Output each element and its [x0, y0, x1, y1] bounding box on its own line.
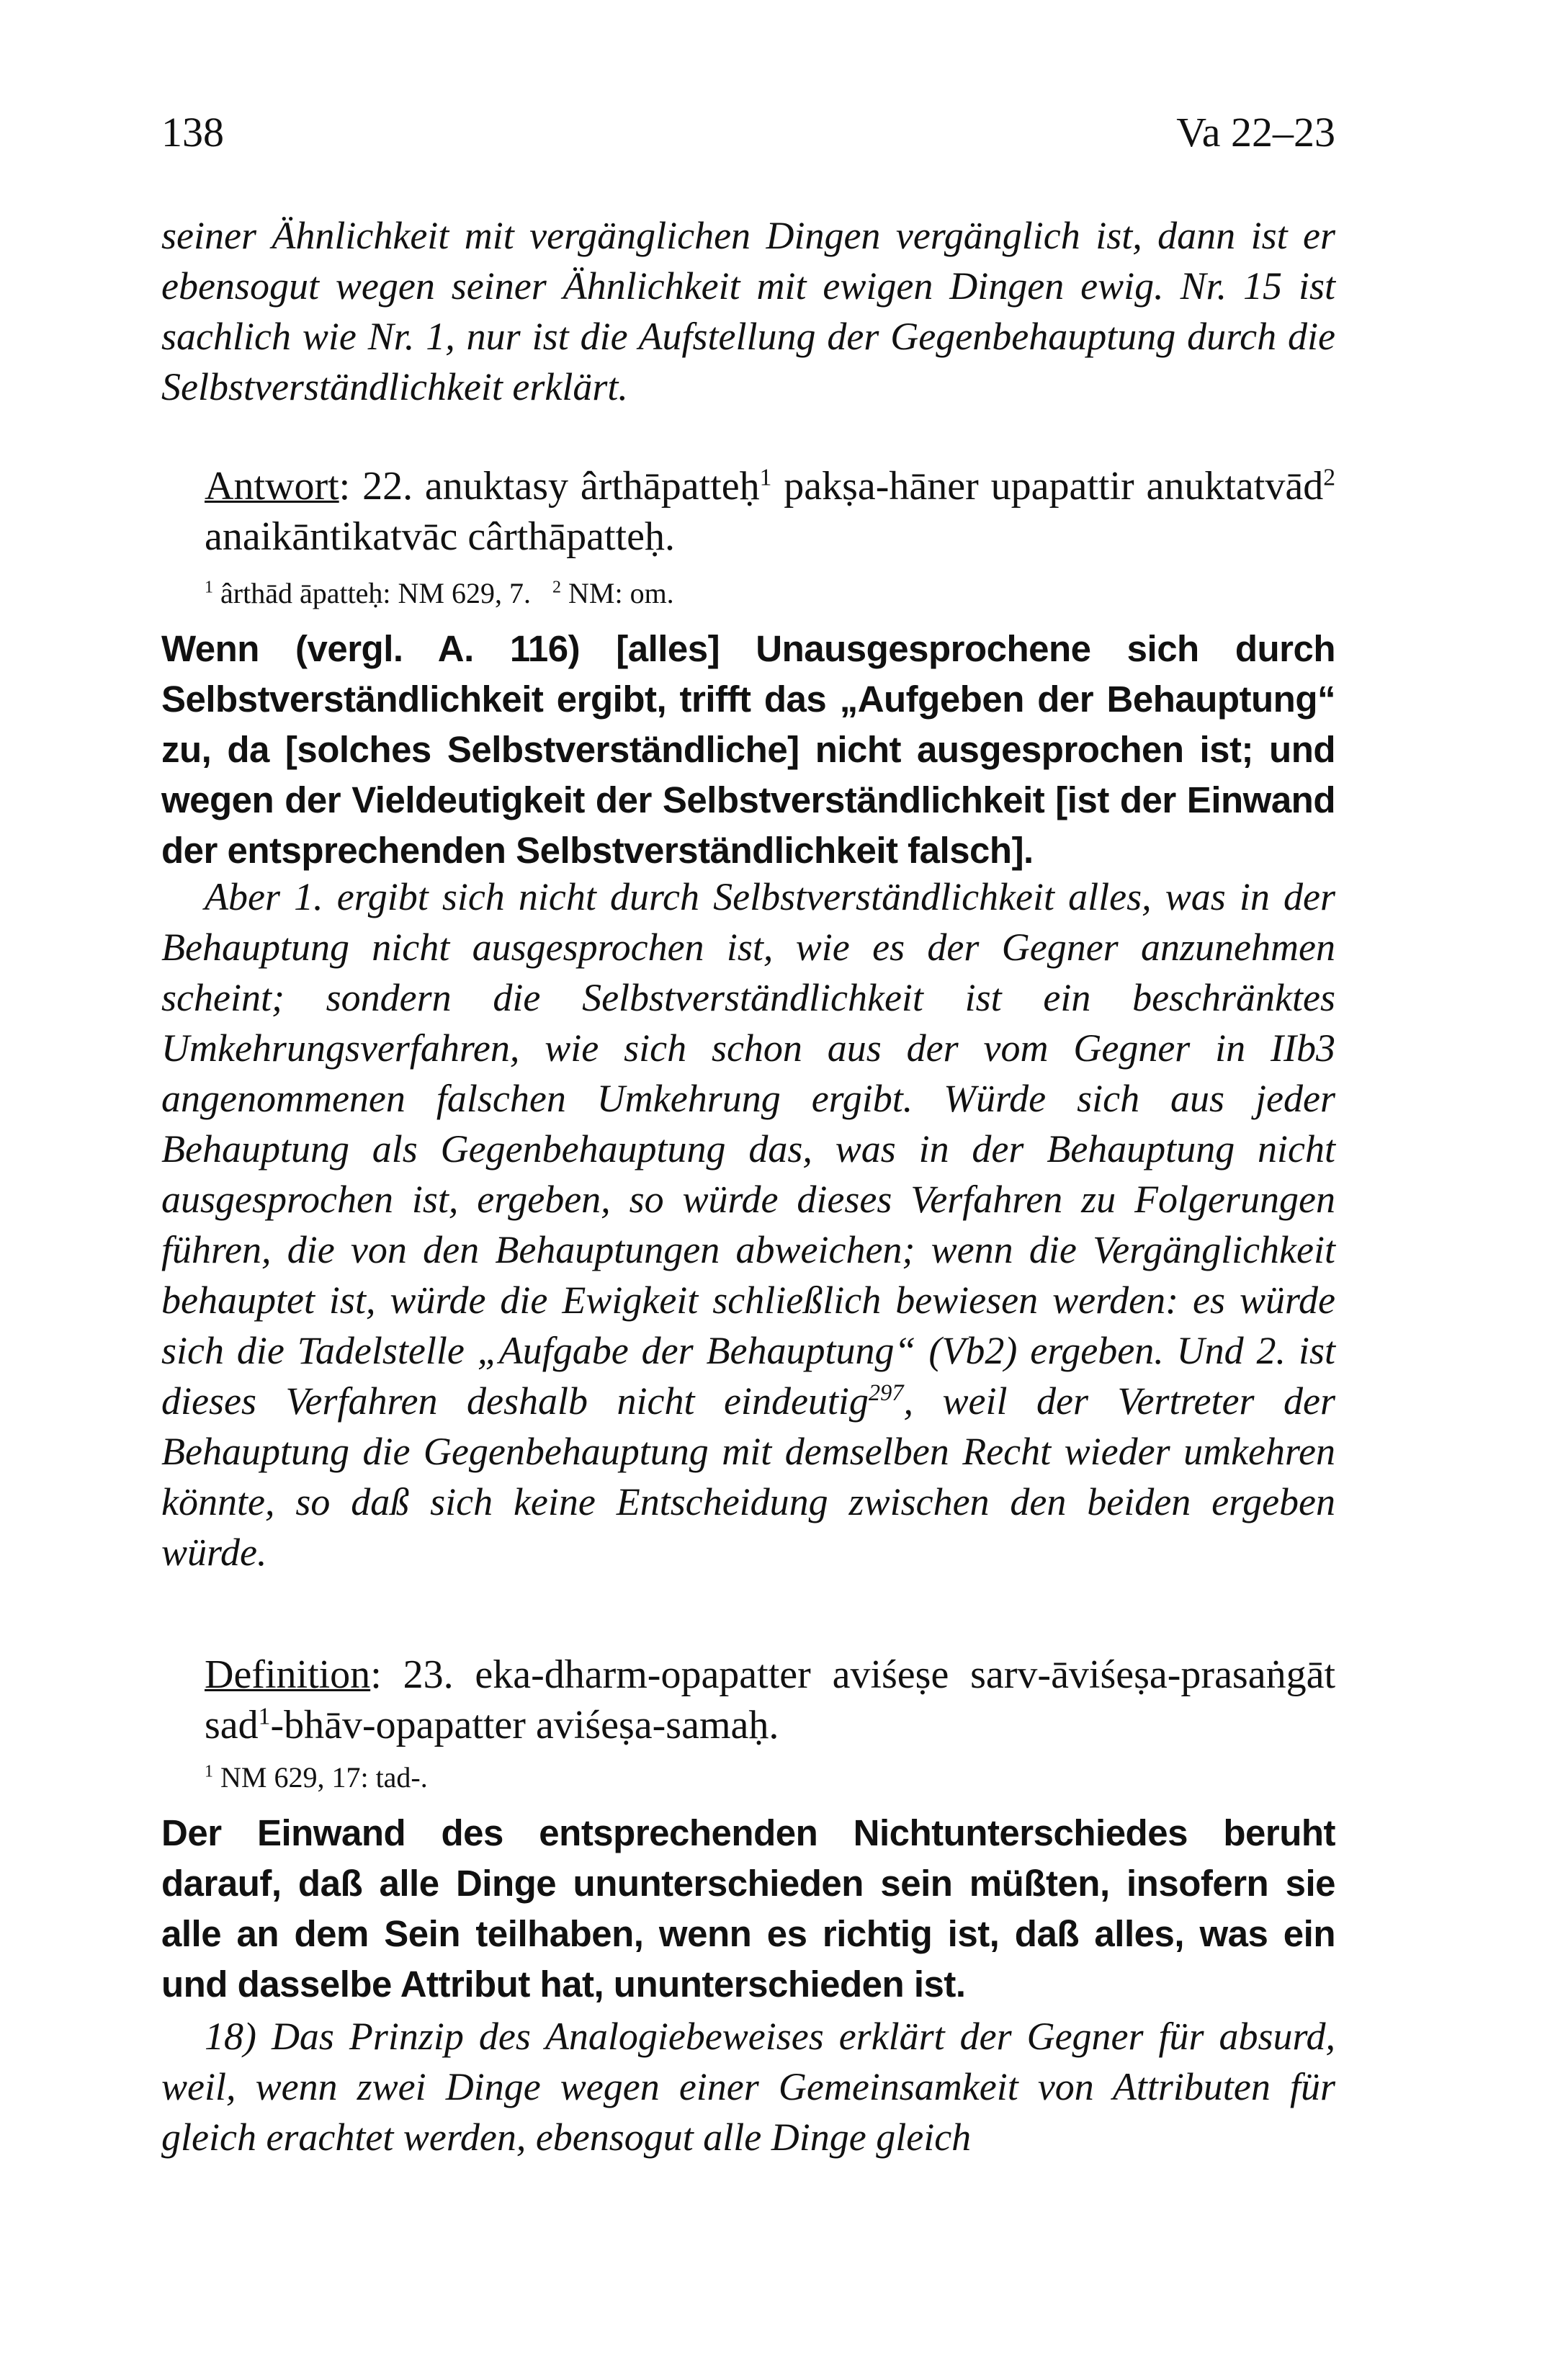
intro-text: seiner Ähnlichkeit mit vergänglichen Dingen vergänglich ist, dann ist er ebensogut wegen seiner Ähnlichkeit mit ewigen Dingen ewig. Nr. 15 ist sachlich wie Nr. 1, nur ist die Aufstellung der Gegenbehauptung durch die Selbstverständlichkeit erklärt.	[161, 214, 1335, 408]
translation-paragraph-2	[161, 1808, 1335, 2010]
antwort-text-a: : 22. anuktasy ârthāpatteḥ	[339, 464, 760, 509]
translation-paragraph-1	[161, 624, 1335, 876]
footnotes-antwort	[161, 573, 1379, 614]
intro-paragraph	[161, 210, 1335, 412]
commentary-paragraph-aber	[161, 872, 1335, 1577]
translation-text-1: Wenn (vergl. A. 116) [alles] Unausgesprochene sich durch Selbstverständlichkeit ergibt, trifft das „Aufgeben der Behauptung“ zu, da [solches Selbstverständliche] nicht ausgesprochen ist; und wegen der Vieldeutigkeit der Selbstverständlichkeit [ist der Einwand der entsprechenden Selbstverständlichkeit falsch].	[161, 628, 1335, 871]
definition-paragraph	[161, 1649, 1335, 1750]
commentary-paragraph-18	[161, 2011, 1335, 2162]
aber-text-b: , weil der Vertreter der Behauptung die Gegenbehauptung mit demselben Recht wieder umkehren könnte, so daß sich keine Entscheidung zwischen den beiden ergeben würde.	[161, 1379, 1335, 1574]
aber-sup: 297	[868, 1380, 904, 1406]
page-header	[161, 108, 1335, 166]
footnote-1-mark: 1	[205, 578, 213, 597]
antwort-text-c: anaikāntikatvāc cârthāpatteḥ.	[205, 514, 675, 559]
footnote-def-mark: 1	[205, 1762, 213, 1781]
definition-text-b: -bhāv-opapatter aviśeṣa-samaḥ.	[270, 1703, 779, 1747]
antwort-sup-1: 1	[759, 464, 772, 491]
footnote-2-mark: 2	[552, 578, 561, 597]
footnote-def-text: NM 629, 17: tad-.	[213, 1761, 428, 1794]
footnote-1-text: ârthād āpatteḥ: NM 629, 7.	[213, 577, 531, 609]
antwort-paragraph	[161, 461, 1335, 562]
definition-label: Definition	[205, 1652, 371, 1697]
aber-text-a: Aber 1. ergibt sich nicht durch Selbstverständlichkeit alles, was in der Behauptung nicht ausgesprochen ist, wie es der Gegner anzunehmen scheint; sondern die Selbstverständlichkeit ist ein beschränktes Umkehrungsverfahren, wie sich schon aus der vom Gegner in IIb3 angenommenen falschen Umkehrung ergibt. Würde sich aus jeder Behauptung als Gegenbehauptung das, was in der Behauptung nicht ausgesprochen ist, ergeben, so würde dieses Verfahren zu Folgerungen führen, die von den Behauptungen abweichen; wenn die Vergänglichkeit behauptet ist, würde die Ewigkeit schließlich bewiesen werden: es würde sich die Tadelstelle „Aufgabe der Behauptung“ (Vb2) ergeben. Und 2. ist dieses Verfahren deshalb nicht eindeutig	[161, 875, 1335, 1423]
running-head: Va 22–23	[1176, 109, 1335, 156]
footnote-2-text: NM: om.	[561, 577, 674, 609]
translation-text-2: Der Einwand des entsprechenden Nichtunterschiedes beruht darauf, daß alle Dinge ununterschieden sein müßten, insofern sie alle an dem Sein teilhaben, wenn es richtig ist, daß alles, was ein und dasselbe Attribut hat, ununterschieden ist.	[161, 1812, 1335, 2005]
definition-text-a: : 23. eka-dharm-opapatter aviśeṣe sarv-āviśeṣa-prasaṅgāt sad	[205, 1652, 1335, 1747]
definition-sup: 1	[258, 1703, 271, 1730]
para-18-text: 18) Das Prinzip des Analogiebeweises erklärt der Gegner für absurd, weil, wenn zwei Dinge wegen einer Gemeinsamkeit von Attributen für gleich erachtet werden, ebensogut alle Dinge gleich	[161, 2015, 1335, 2159]
antwort-label: Antwort	[205, 464, 339, 509]
antwort-sup-2: 2	[1323, 464, 1335, 491]
footnotes-definition	[161, 1758, 1379, 1798]
antwort-text-b: pakṣa-hāner upapattir anuktatvād	[771, 464, 1324, 509]
page-number: 138	[161, 109, 224, 156]
